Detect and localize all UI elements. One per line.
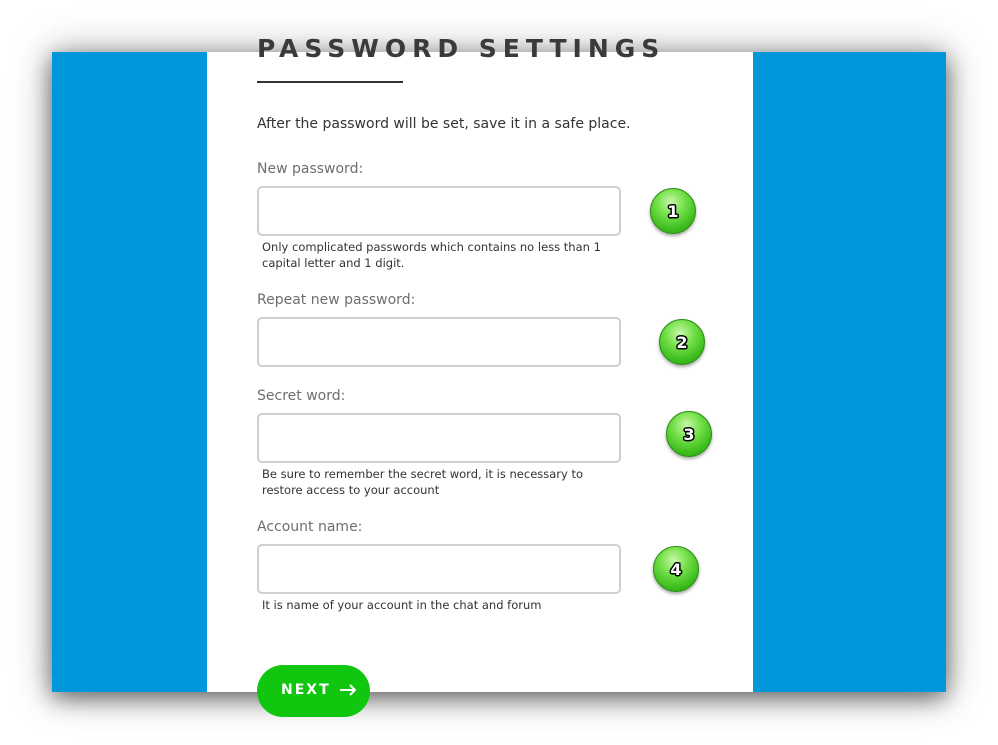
secret-word-input[interactable] bbox=[257, 413, 621, 463]
step-badge-2: 2 bbox=[659, 319, 705, 365]
account-name-input[interactable] bbox=[257, 544, 621, 594]
arrow-right-icon bbox=[339, 684, 357, 696]
new-password-label: New password: bbox=[257, 161, 364, 177]
step-badge-4: 4 bbox=[653, 546, 699, 592]
account-name-hint: It is name of your account in the chat and forum bbox=[262, 598, 542, 612]
account-name-label: Account name: bbox=[257, 519, 363, 535]
intro-text: After the password will be set, save it in a safe place. bbox=[257, 116, 631, 132]
repeat-password-label: Repeat new password: bbox=[257, 292, 416, 308]
next-button-label: NEXT bbox=[281, 682, 331, 698]
screenshot-frame bbox=[52, 34, 946, 698]
step-badge-3: 3 bbox=[666, 411, 712, 457]
page-title: PASSWORD SETTINGS bbox=[257, 34, 666, 63]
new-password-hint: Only complicated passwords which contains no less than 1 capital letter and 1 digit. bbox=[262, 240, 601, 270]
settings-panel bbox=[207, 34, 753, 698]
step-badge-1: 1 bbox=[650, 188, 696, 234]
title-underline bbox=[257, 81, 403, 83]
repeat-password-input[interactable] bbox=[257, 317, 621, 367]
new-password-input[interactable] bbox=[257, 186, 621, 236]
next-button[interactable] bbox=[257, 665, 370, 717]
secret-word-label: Secret word: bbox=[257, 388, 346, 404]
secret-word-hint: Be sure to remember the secret word, it is necessary to restore access to your account bbox=[262, 467, 584, 497]
